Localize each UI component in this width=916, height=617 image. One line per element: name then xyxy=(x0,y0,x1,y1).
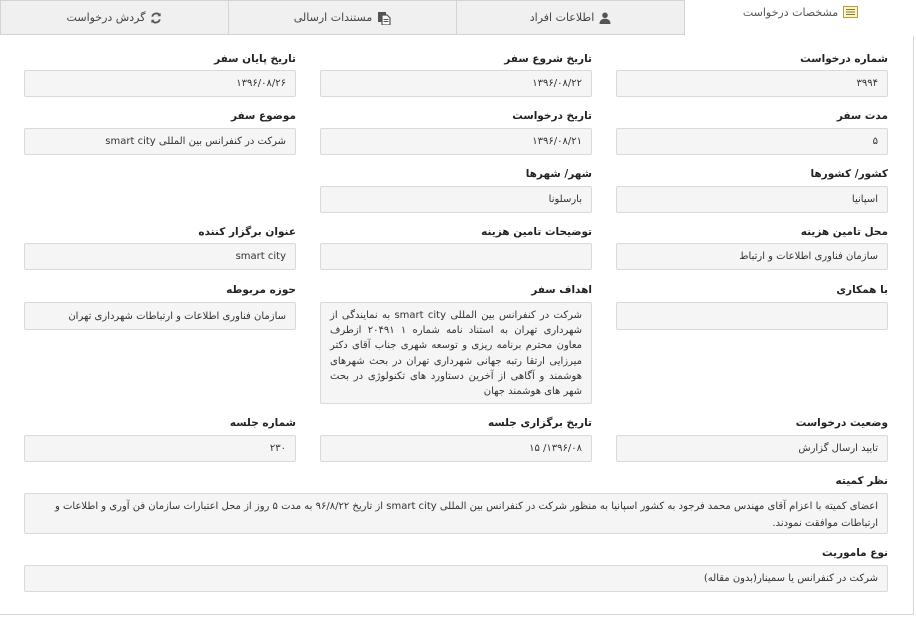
request-date-field: ۱۳۹۶/۰۸/۲۱ xyxy=(320,128,592,155)
trip-end-label: تاریخ پایان سفر xyxy=(214,53,296,65)
funding-notes-field xyxy=(320,243,592,270)
city-label: شهر/ شهرها xyxy=(525,168,592,180)
trip-start-label: تاریخ شروع سفر xyxy=(504,53,592,65)
tab-label: گردش درخواست xyxy=(66,11,146,24)
tab-bar xyxy=(0,0,914,35)
tab-sent-documents[interactable] xyxy=(228,0,457,35)
tab-label: مستندات ارسالی xyxy=(293,11,373,24)
tab-request-details[interactable] xyxy=(684,0,916,36)
funding-source-label: محل تامین هزینه xyxy=(800,226,888,238)
tab-label: مشخصات درخواست xyxy=(742,6,839,19)
city-field: بارسلونا xyxy=(320,186,592,213)
trip-goals-textarea: شرکت در کنفرانس بین المللی smart city به نمایندگی از شهرداری تهران به استناد نامه شماره ۱ ۲۰۴۹۱ ازطرف معاون محترم برنامه ریزی و توسعه شهری جناب آقای دکتر میرزایی ارتقا رتبه جهانی شهرداری تهران در بحث شهرهای هوشمند و آگاهی از آخرین دستاورد های تکنولوژی در بحث شهر های هوشمند جهان xyxy=(320,302,592,404)
related-area-label: حوزه مربوطه xyxy=(226,284,296,296)
trip-subject-field: شرکت در کنفرانس بین المللی smart city xyxy=(24,128,296,155)
trip-start-field: ۱۳۹۶/۰۸/۲۲ xyxy=(320,70,592,97)
list-alt-icon xyxy=(843,6,858,18)
tab-people-info[interactable] xyxy=(456,0,685,35)
trip-goals-label: اهداف سفر xyxy=(531,284,592,296)
trip-duration-field: ۵ xyxy=(616,128,888,155)
trip-subject-label: موضوع سفر xyxy=(230,110,296,122)
mission-type-label: نوع ماموریت xyxy=(822,547,888,559)
trip-duration-label: مدت سفر xyxy=(836,110,888,122)
refresh-icon xyxy=(150,12,162,24)
request-date-label: تاریخ درخواست xyxy=(512,110,592,122)
tab-request-flow[interactable] xyxy=(0,0,229,35)
trip-end-field: ۱۳۹۶/۰۸/۲۶ xyxy=(24,70,296,97)
request-number-field: ۳۹۹۴ xyxy=(616,70,888,97)
organizer-field: smart city xyxy=(24,243,296,270)
meeting-number-label: شماره جلسه xyxy=(229,417,296,429)
user-icon xyxy=(599,12,611,24)
meeting-number-field: ۲۳۰ xyxy=(24,435,296,462)
collaboration-label: با همکاری xyxy=(836,284,888,296)
meeting-date-field: ۱۳۹۶/۰۸/ ۱۵ xyxy=(320,435,592,462)
tab-label: اطلاعات افراد xyxy=(529,11,595,24)
committee-opinion-field: اعضای کمیته با اعزام آقای مهندس محمد فرجود به کشور اسپانیا به منظور شرکت در کنفرانس بین المللی smart city از تاریخ ۹۶/۸/۲۲ به مدت ۵ روز از محل اعتبارات سازمان فن آوری و اطلاعات و ارتباطات موافقت نمودند. xyxy=(24,493,888,534)
funding-source-field: سازمان فناوری اطلاعات و ارتباط xyxy=(616,243,888,270)
mission-type-field: شرکت در کنفرانس یا سمینار(بدون مقاله) xyxy=(24,565,888,592)
collaboration-field xyxy=(616,302,888,330)
committee-opinion-label: نظر کمیته xyxy=(835,475,888,487)
related-area-field: سازمان فناوری اطلاعات و ارتباطات شهرداری تهران xyxy=(24,302,296,330)
country-label: کشور/ کشورها xyxy=(810,168,888,180)
country-field: اسپانیا xyxy=(616,186,888,213)
request-number-label: شماره درخواست xyxy=(800,53,888,65)
meeting-date-label: تاریخ برگزاری جلسه xyxy=(487,417,592,429)
request-status-field: تایید ارسال گزارش xyxy=(616,435,888,462)
request-status-label: وضعیت درخواست xyxy=(795,417,888,429)
organizer-label: عنوان برگزار کننده xyxy=(198,226,296,238)
funding-notes-label: توضیحات تامین هزینه xyxy=(481,226,592,238)
copy-icon xyxy=(377,11,391,25)
